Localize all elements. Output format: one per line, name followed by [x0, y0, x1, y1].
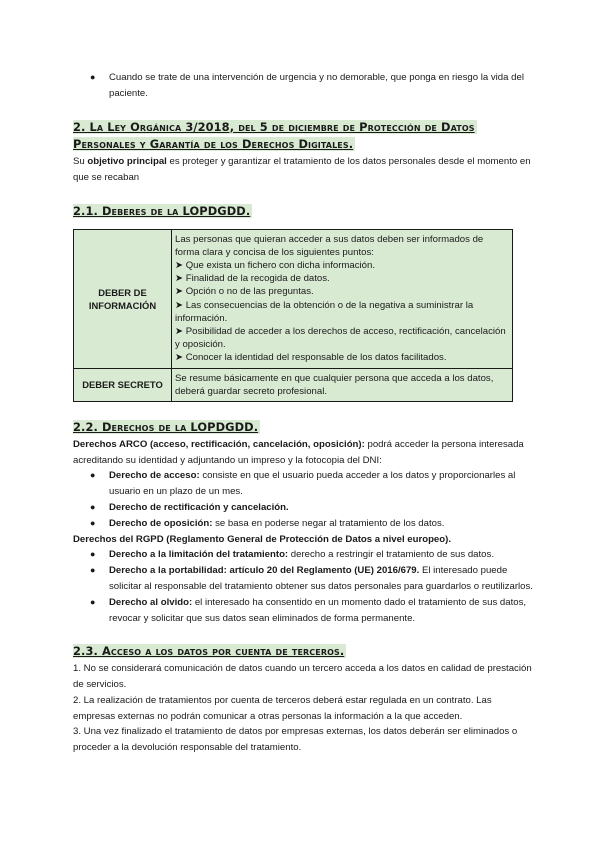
- section-23-heading: [73, 643, 533, 661]
- rgpd-title: Derechos del RGPD (Reglamento General de Protección de Datos a nivel europeo).: [73, 533, 451, 545]
- item-text: El interesado puede solicitar al responsable del tratamiento obtener sus datos personales para guardarlos o reutilizarlos.: [109, 565, 533, 592]
- intro-bullet-text: Cuando se trate de una intervención de urgencia y no demorable, que ponga en riesgo la vida del paciente.: [109, 72, 524, 99]
- duty-line: ➤ Opción o no de las preguntas.: [175, 286, 314, 298]
- item-text: se basa en poderse negar al tratamiento de los datos.: [212, 517, 445, 529]
- section-22-heading-text: 2.2. Derechos de la LOPDGDD.: [73, 420, 259, 435]
- bullet-icon: ●: [90, 72, 96, 82]
- duty-line: ➤ Posibilidad de acceder a los derechos de acceso, rectificación, cancelación y oposición.: [175, 326, 506, 351]
- duties-table: [73, 229, 513, 402]
- bullet-icon: ●: [90, 517, 96, 528]
- table-row: [74, 229, 513, 368]
- duty-line: ➤ Las consecuencias de la obtención o de la negativa a suministrar la información.: [175, 299, 474, 324]
- item-text: consiste en que el usuario pueda acceder a los datos y proporcionarles al usuario en un plazo de un mes.: [109, 470, 516, 498]
- section-22-heading: [73, 419, 533, 437]
- arco-title: Derechos ARCO (acceso, rectificación, cancelación, oposición):: [73, 438, 365, 450]
- section-23-paragraph: 2. La realización de tratamientos por cuenta de terceros deberá estar regulada en un contrato. Las empresas externas no podrán comunicar a otras personas la información a la que acceden.: [73, 694, 492, 722]
- item-text: el interesado ha consentido en un momento dado el tratamiento de sus datos, revocar y solicitar que sus datos sean eliminados de forma permanente.: [109, 596, 527, 624]
- item-title: Derecho a la portabilidad: artículo 20 del Reglamento (UE) 2016/679.: [109, 565, 420, 577]
- item-title: Derecho de rectificación y cancelación.: [109, 502, 289, 513]
- table-row: [74, 368, 513, 401]
- duty-line: ➤ Finalidad de la recogida de datos.: [175, 273, 330, 285]
- duty-label: DEBER SECRETO: [74, 368, 172, 401]
- item-title: Derecho de acceso:: [109, 470, 200, 482]
- section-21-heading: [73, 203, 533, 221]
- duty-label: DEBER DE INFORMACIÓN: [74, 229, 172, 368]
- duty-line: ➤ Que exista un fichero con dicha información.: [175, 259, 376, 271]
- section-21-heading-text: 2.1. Deberes de la LOPDGDD.: [73, 203, 251, 218]
- duty-description: [172, 368, 513, 401]
- section-2-text-prefix: Su: [73, 156, 88, 168]
- list-item: [73, 563, 533, 595]
- arco-text: podrá acceder la persona interesada acreditando su identidad y adjuntando un impreso y la fotocopia del DNI:: [73, 438, 524, 466]
- bullet-icon: ●: [90, 470, 96, 481]
- section-2-heading-line1: 2. La Ley Orgánica 3/2018, del 5 de diciembre de Protección de Datos: [73, 119, 475, 134]
- intro-bullet: [73, 70, 533, 102]
- document-content: [73, 70, 533, 756]
- item-text: derecho a restringir el tratamiento de sus datos.: [288, 549, 494, 561]
- section-23-paragraph: 1. No se considerará comunicación de datos cuando un tercero acceda a los datos en calidad de prestación de servicios.: [73, 663, 532, 690]
- duty-line: Las personas que quieran acceder a sus datos deben ser informados de forma clara y concisa de los siguientes puntos:: [175, 233, 484, 258]
- arco-intro: [73, 437, 533, 469]
- section-2-text-bold: objetivo principal: [87, 156, 167, 168]
- list-item: [73, 547, 533, 563]
- item-title: Derecho de oposición:: [109, 517, 213, 529]
- item-title: Derecho al olvido:: [109, 596, 193, 608]
- list-item: [73, 595, 533, 627]
- duty-line: ➤ Conocer la identidad del responsable de los datos facilitados.: [175, 352, 447, 364]
- section-23-heading-text: 2.3. Acceso a los datos por cuenta de terceros.: [73, 644, 345, 659]
- list-item: [73, 516, 533, 532]
- bullet-icon: ●: [90, 502, 96, 512]
- list-item: [73, 468, 533, 500]
- bullet-icon: ●: [90, 596, 96, 607]
- item-title: Derecho a la limitación del tratamiento:: [109, 549, 289, 561]
- duty-line: Se resume básicamente en que cualquier persona que acceda a los datos, deberá guardar secreto profesional.: [175, 372, 494, 397]
- duty-description: [172, 229, 513, 368]
- bullet-icon: ●: [90, 549, 96, 560]
- section-2-text-suffix: es proteger y garantizar el tratamiento de los datos personales desde el momento en que se recaban: [73, 156, 531, 183]
- section-2-heading-line2: Personales y Garantía de los Derechos Digitales.: [73, 137, 354, 152]
- section-23-paragraph: 3. Una vez finalizado el tratamiento de datos por empresas externas, los datos deberán ser eliminados o proceder a la devolución responsable del tratamiento.: [73, 726, 518, 754]
- section-2-heading: [73, 119, 533, 155]
- section-2-paragraph: [73, 154, 533, 186]
- bullet-icon: ●: [90, 565, 96, 576]
- list-item: [73, 500, 533, 516]
